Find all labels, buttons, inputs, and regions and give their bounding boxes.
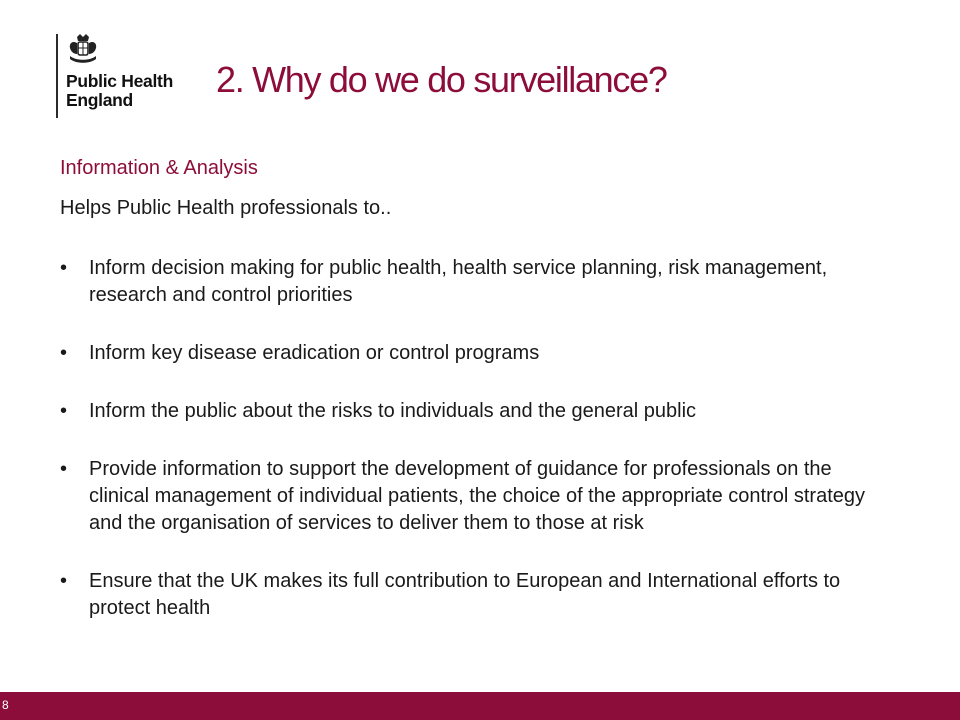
bullet-text: Ensure that the UK makes its full contribution to European and International efforts to protect health (89, 570, 841, 619)
intro-text: Helps Public Health professionals to.. (60, 197, 392, 219)
logo-wordmark (66, 72, 173, 110)
royal-crest-icon (66, 34, 100, 64)
bullet-list (60, 255, 890, 653)
logo-divider (56, 34, 58, 118)
bullet-item (60, 398, 890, 425)
bullet-item (60, 568, 890, 622)
bullet-text: Inform decision making for public health, health service planning, risk management, research and control priorities (89, 257, 828, 306)
bullet-item (60, 255, 890, 309)
bullet-marker: • (60, 257, 68, 279)
section-subtitle: Information & Analysis (60, 157, 258, 179)
page-number: 8 (2, 698, 9, 712)
logo-line-2: England (66, 90, 133, 110)
bullet-item (60, 456, 890, 537)
bullet-marker: • (60, 458, 68, 480)
bullet-marker: • (60, 400, 68, 422)
footer-bar (0, 692, 960, 720)
logo-line-1: Public Health (66, 71, 173, 91)
bullet-text: Provide information to support the development of guidance for professionals on the clinical management of individual patients, the choice of the appropriate control strategy and the organisation of services to deliver them to those at risk (89, 458, 866, 534)
bullet-item (60, 340, 890, 367)
slide-title: 2. Why do we do surveillance? (216, 59, 667, 100)
bullet-marker: • (60, 342, 68, 364)
bullet-marker: • (60, 570, 68, 592)
bullet-text: Inform key disease eradication or control programs (89, 342, 540, 364)
phe-logo (56, 34, 206, 118)
bullet-text: Inform the public about the risks to individuals and the general public (89, 400, 697, 422)
